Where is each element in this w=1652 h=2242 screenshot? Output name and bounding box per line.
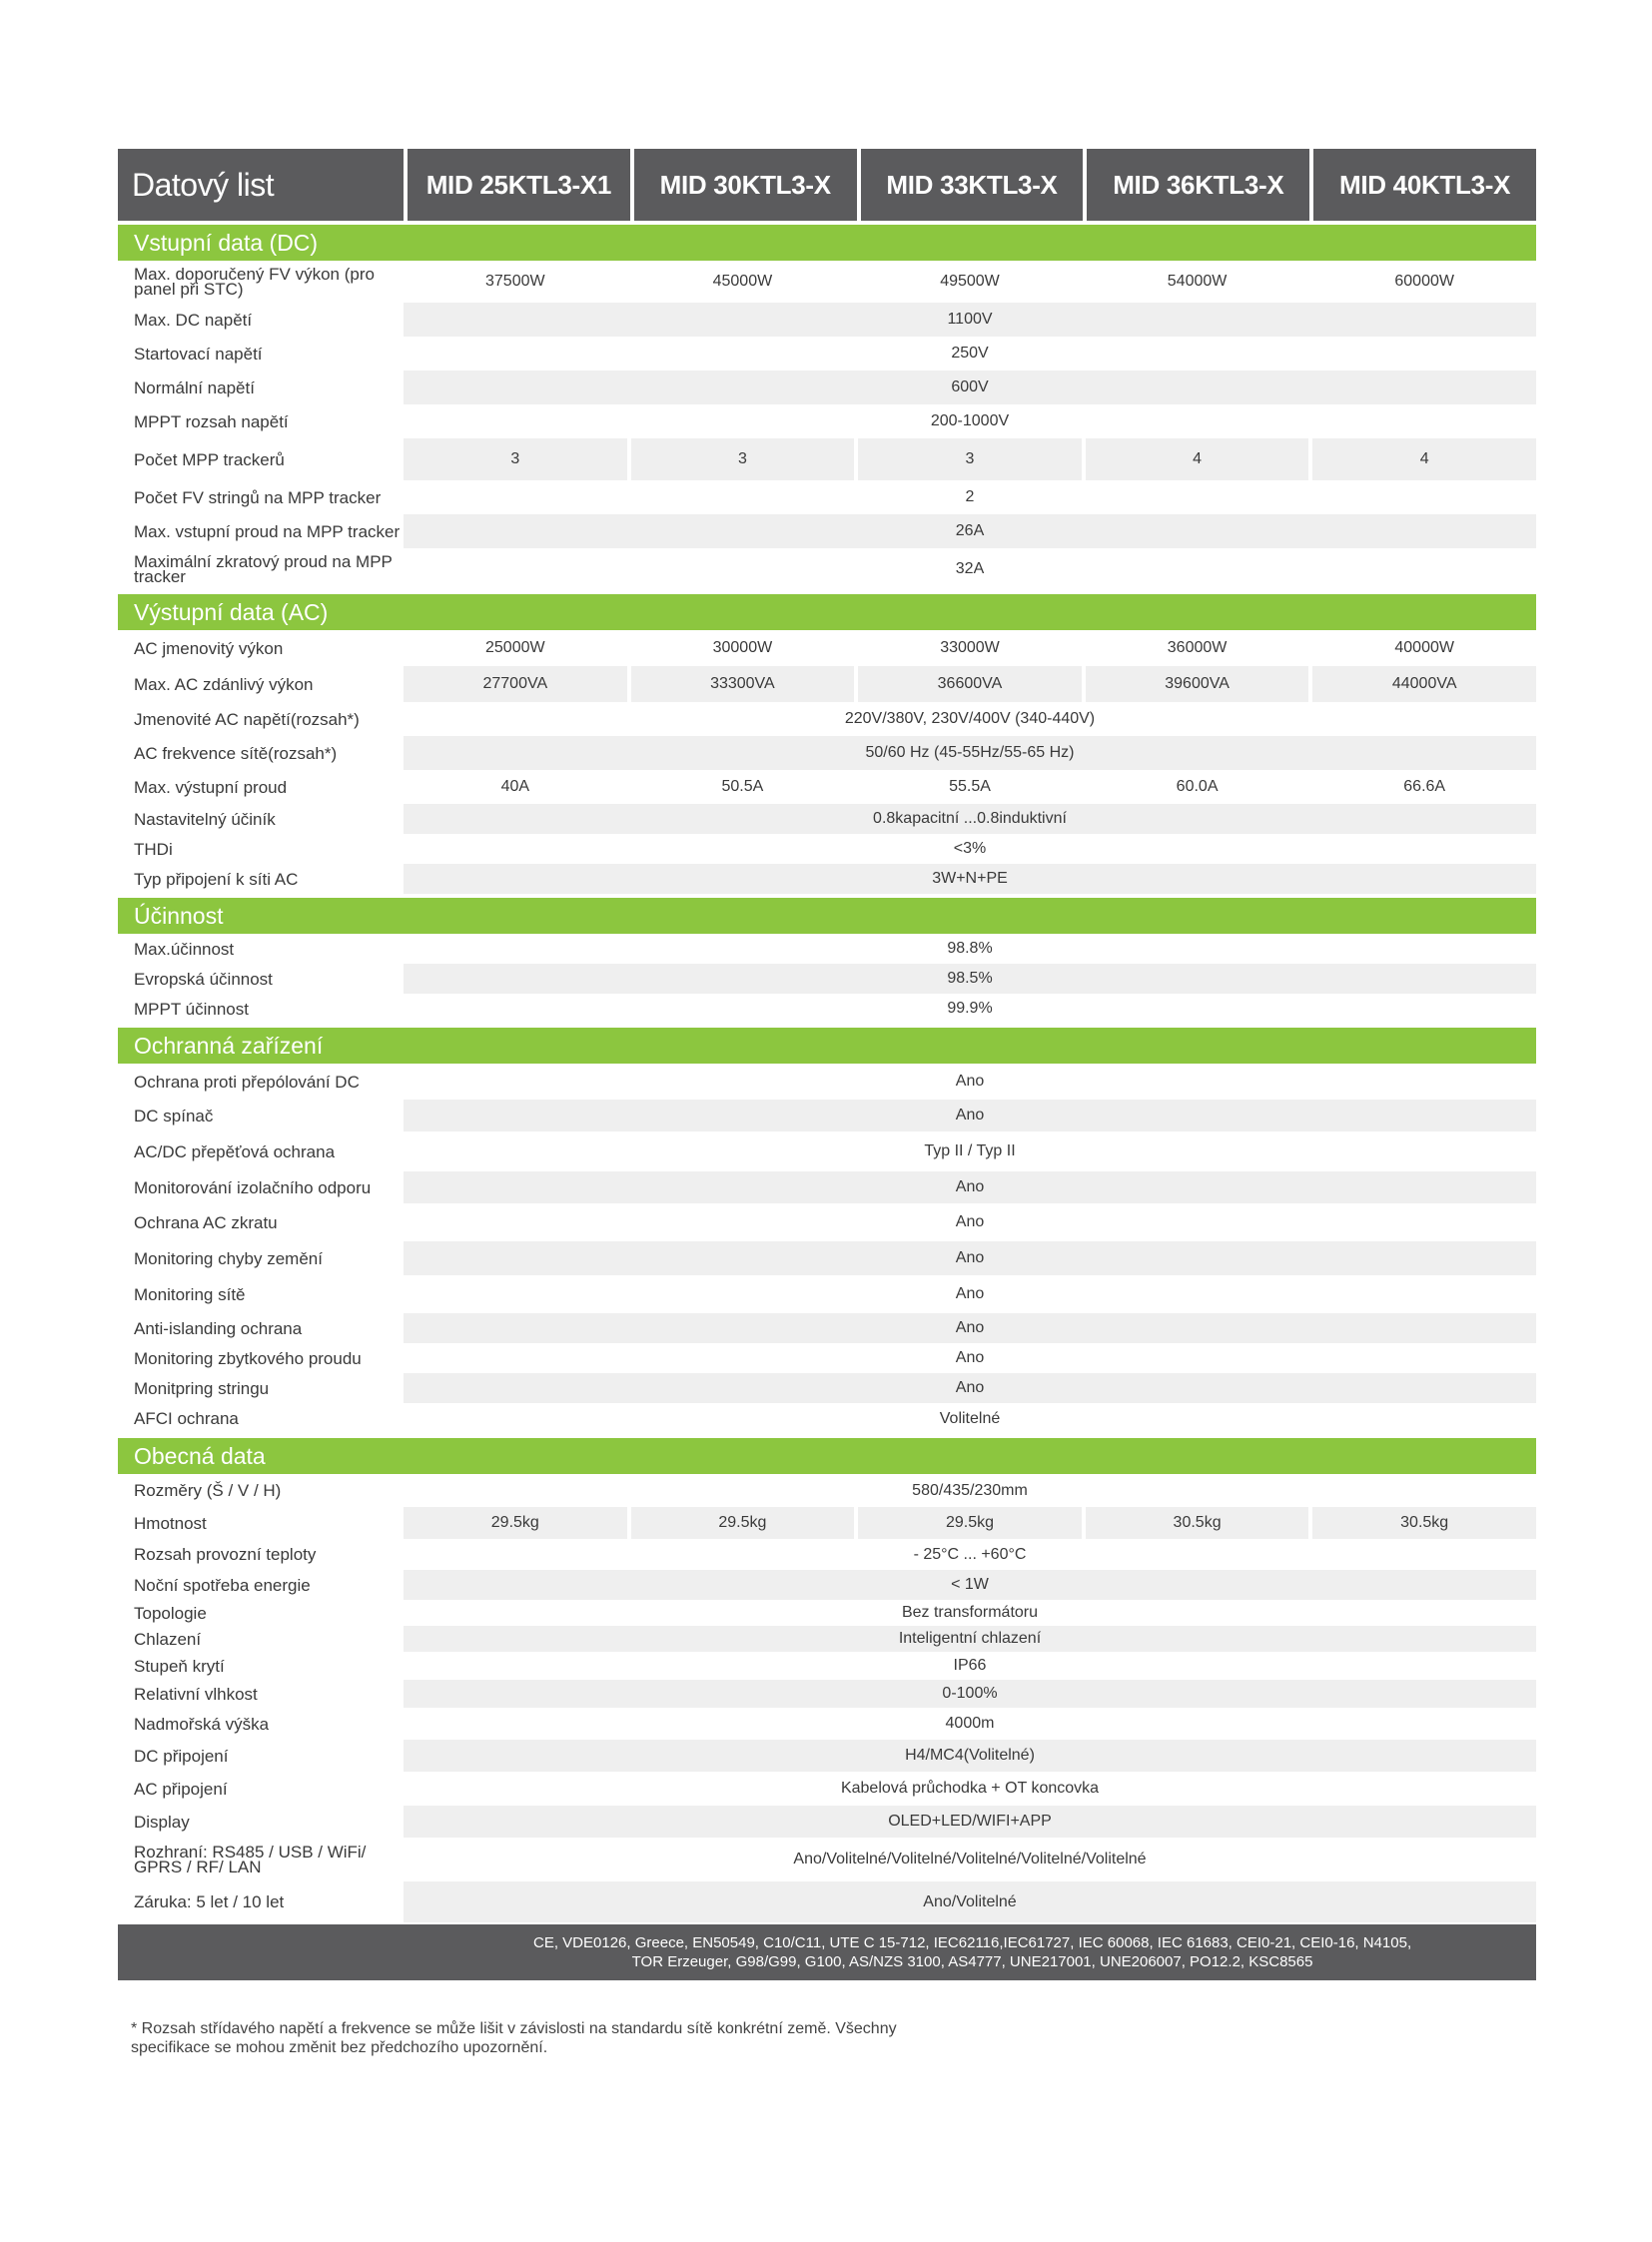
row-value-all-models: Ano/Volitelné [404,1881,1536,1922]
row-value-all-models: 0.8kapacitní ...0.8induktivní [404,804,1536,834]
table-row [118,303,1536,337]
row-value-all-models: 99.9% [404,994,1536,1024]
row-value-model-3: 49500W [858,261,1082,303]
table-row [118,770,1536,804]
row-label: Počet MPP trackerů [134,449,285,469]
row-label: Anti-islanding ochrana [134,1318,303,1338]
row-value-all-models: IP66 [404,1652,1536,1680]
row-value-model-2: 30000W [631,630,855,666]
row-label: Monitoring zbytkového proudu [134,1348,362,1368]
table-row [118,548,1536,590]
row-label: Chlazení [134,1629,202,1649]
row-value-all-models: 98.8% [404,934,1536,964]
certifications-bar [118,1924,1536,1980]
row-value-model-5: 4 [1312,438,1536,480]
datasheet-title: Datový list [118,149,404,221]
row-value-all-models: Kabelová průchodka + OT koncovka [404,1772,1536,1806]
row-value-all-models: Ano [404,1203,1536,1241]
row-value-all-models: 200-1000V [404,404,1536,438]
table-row [118,1838,1536,1881]
row-label: Monitoring chyby zemění [134,1248,323,1268]
row-label: Normální napětí [134,377,255,397]
table-row [118,666,1536,702]
table-row [118,1171,1536,1203]
row-label: Maximální zkratový proud na MPP tracker [134,552,393,586]
row-value-all-models: - 25°C ... +60°C [404,1539,1536,1570]
table-row [118,864,1536,894]
row-value-model-1: 40A [404,770,627,804]
footnote [131,2019,1030,2057]
table-header [118,149,1536,221]
row-label: Max. vstupní proud na MPP tracker [134,521,401,541]
table-row [118,1680,1536,1708]
row-label: Rozměry (Š / V / H) [134,1481,282,1500]
row-value-all-models: <3% [404,834,1536,864]
row-value-model-1: 37500W [404,261,627,303]
model-column-3: MID 33KTL3-X [861,149,1084,221]
row-value-all-models: 600V [404,371,1536,404]
row-label: Evropská účinnost [134,969,273,989]
table-row [118,1131,1536,1171]
row-value-all-models: 250V [404,337,1536,371]
row-value-model-3: 36600VA [858,666,1082,702]
table-row [118,438,1536,480]
row-value-all-models: 0-100% [404,1680,1536,1708]
section-title-prot: Ochranná zařízení [118,1028,1536,1064]
table-row [118,1373,1536,1403]
table-row [118,1275,1536,1313]
row-value-model-2: 3 [631,438,855,480]
row-label: Noční spotřeba energie [134,1575,311,1595]
row-value-model-1: 25000W [404,630,627,666]
model-column-5: MID 40KTL3-X [1313,149,1536,221]
row-label: Nastavitelný účiník [134,809,276,829]
table-row [118,1313,1536,1343]
table-row [118,994,1536,1024]
row-value-all-models: Typ II / Typ II [404,1131,1536,1171]
row-value-model-2: 33300VA [631,666,855,702]
row-value-model-2: 50.5A [631,770,855,804]
row-value-model-5: 40000W [1312,630,1536,666]
row-value-all-models: Ano [404,1275,1536,1313]
row-label: Rozhraní: RS485 / USB / WiFi/ GPRS / RF/ LAN [134,1843,367,1876]
table-row [118,337,1536,371]
table-row [118,1100,1536,1131]
datasheet [118,149,1536,1980]
row-label: AC/DC přepěťová ochrana [134,1141,336,1161]
row-value-model-4: 36000W [1086,630,1309,666]
row-label: Max. AC zdánlivý výkon [134,674,314,694]
model-column-1: MID 25KTL3-X1 [408,149,630,221]
row-label: Ochrana AC zkratu [134,1212,278,1232]
table-row [118,964,1536,994]
row-value-all-models: Ano/Volitelné/Volitelné/Volitelné/Volitelné/Volitelné [404,1838,1536,1881]
table-row [118,1064,1536,1100]
table-row [118,630,1536,666]
table-row [118,1652,1536,1680]
section-title-gen: Obecná data [118,1438,1536,1474]
row-value-model-4: 54000W [1086,261,1309,303]
row-label: Monitorování izolačního odporu [134,1177,372,1197]
row-label: Max. výstupní proud [134,777,288,797]
table-row [118,736,1536,770]
row-value-model-3: 3 [858,438,1082,480]
row-value-all-models: 4000m [404,1708,1536,1740]
section-efficiency [118,898,1536,1024]
table-row [118,1600,1536,1626]
row-label: Počet FV stringů na MPP tracker [134,487,382,507]
row-value-all-models: 220V/380V, 230V/400V (340-440V) [404,702,1536,736]
model-column-4: MID 36KTL3-X [1087,149,1309,221]
row-value-all-models: Ano [404,1241,1536,1275]
table-row [118,1570,1536,1600]
row-value-model-2: 45000W [631,261,855,303]
section-ac-output [118,594,1536,894]
row-label: Ochrana proti přepólování DC [134,1072,360,1092]
row-value-model-4: 39600VA [1086,666,1309,702]
table-row [118,371,1536,404]
row-value-all-models: 32A [404,548,1536,590]
row-value-model-1: 27700VA [404,666,627,702]
row-label: MPPT účinnost [134,999,249,1019]
row-label: AC jmenovitý výkon [134,638,284,658]
row-value-model-4: 60.0A [1086,770,1309,804]
table-row [118,1241,1536,1275]
row-label: Záruka: 5 let / 10 let [134,1892,285,1911]
row-label: Max. DC napětí [134,310,253,330]
row-value-model-5: 44000VA [1312,666,1536,702]
row-value-all-models: Ano [404,1343,1536,1373]
row-value-model-5: 30.5kg [1312,1507,1536,1539]
row-value-model-4: 30.5kg [1086,1507,1309,1539]
row-label: Nadmořská výška [134,1714,270,1734]
row-label: Display [134,1812,190,1832]
section-protection [118,1028,1536,1434]
row-value-model-2: 29.5kg [631,1507,855,1539]
row-label: AC frekvence sítě(rozsah*) [134,743,338,763]
section-general [118,1438,1536,1922]
row-label: Relativní vlhkost [134,1684,258,1704]
row-value-all-models: 98.5% [404,964,1536,994]
row-label: Monitoring sítě [134,1284,246,1304]
row-value-all-models: Ano [404,1313,1536,1343]
row-value-all-models: H4/MC4(Volitelné) [404,1740,1536,1772]
row-value-model-5: 60000W [1312,261,1536,303]
table-row [118,1343,1536,1373]
table-row [118,514,1536,548]
row-value-all-models: 26A [404,514,1536,548]
row-label: Typ připojení k síti AC [134,869,299,889]
table-row [118,1403,1536,1434]
table-row [118,480,1536,514]
row-value-all-models: 3W+N+PE [404,864,1536,894]
row-value-model-1: 29.5kg [404,1507,627,1539]
row-label: Max.účinnost [134,939,235,959]
table-row [118,702,1536,736]
table-row [118,404,1536,438]
row-value-all-models: 1100V [404,303,1536,337]
table-row [118,1772,1536,1806]
row-label: Hmotnost [134,1513,207,1533]
row-value-all-models: Bez transformátoru [404,1600,1536,1626]
row-label: Stupeň krytí [134,1656,225,1676]
row-value-all-models: Inteligentní chlazení [404,1626,1536,1652]
row-value-model-3: 29.5kg [858,1507,1082,1539]
table-row [118,1806,1536,1838]
section-title-eff: Účinnost [118,898,1536,934]
row-value-model-3: 33000W [858,630,1082,666]
row-value-model-4: 4 [1086,438,1309,480]
table-row [118,1708,1536,1740]
row-value-all-models: Ano [404,1171,1536,1203]
row-label: Max. doporučený FV výkon (pro panel při STC) [134,265,375,299]
table-row [118,1740,1536,1772]
row-label: Jmenovité AC napětí(rozsah*) [134,709,360,729]
table-row [118,261,1536,303]
row-label: Topologie [134,1603,207,1623]
row-value-all-models: Ano [404,1064,1536,1100]
certifications-line-1: CE, VDE0126, Greece, EN50549, C10/C11, UTE C 15-712, IEC62116,IEC61727, IEC 60068, IEC 61683, CEI0-21, CEI0-16, N4105, [533,1934,1412,1951]
row-label: MPPT rozsah napětí [134,411,289,431]
row-value-model-1: 3 [404,438,627,480]
row-value-model-3: 55.5A [858,770,1082,804]
row-value-all-models: OLED+LED/WIFI+APP [404,1806,1536,1838]
footnote-line-1: * Rozsah střídavého napětí a frekvence se může lišit v závislosti na standardu sítě konkrétní země. Všechny [131,2020,897,2037]
row-value-all-models: Ano [404,1373,1536,1403]
row-label: THDi [134,839,173,859]
table-row [118,1203,1536,1241]
row-label: DC spínač [134,1106,214,1125]
row-label: Rozsah provozní teploty [134,1545,317,1564]
table-row [118,934,1536,964]
table-row [118,1507,1536,1539]
row-value-model-5: 66.6A [1312,770,1536,804]
row-label: AFCI ochrana [134,1409,239,1428]
row-label: AC připojení [134,1779,228,1799]
section-dc-input [118,225,1536,590]
row-value-all-models: < 1W [404,1570,1536,1600]
row-label: Monitpring stringu [134,1378,270,1398]
row-value-all-models: 2 [404,480,1536,514]
footnote-line-2: specifikace se mohou změnit bez předchozího upozornění. [131,2039,548,2056]
certifications-line-2: TOR Erzeuger, G98/G99, G100, AS/NZS 3100, AS4777, UNE217001, UNE206007, PO12.2, KSC8565 [631,1953,1313,1970]
table-row [118,1539,1536,1570]
table-row [118,834,1536,864]
model-column-2: MID 30KTL3-X [634,149,857,221]
section-title-ac: Výstupní data (AC) [118,594,1536,630]
row-value-all-models: 50/60 Hz (45-55Hz/55-65 Hz) [404,736,1536,770]
row-label: DC připojení [134,1746,229,1766]
section-title-dc: Vstupní data (DC) [118,225,1536,261]
table-row [118,1626,1536,1652]
table-row [118,804,1536,834]
row-label: Startovací napětí [134,344,263,364]
row-value-all-models: 580/435/230mm [404,1474,1536,1507]
table-row [118,1881,1536,1922]
table-row [118,1474,1536,1507]
row-value-all-models: Ano [404,1100,1536,1131]
row-value-all-models: Volitelné [404,1403,1536,1434]
